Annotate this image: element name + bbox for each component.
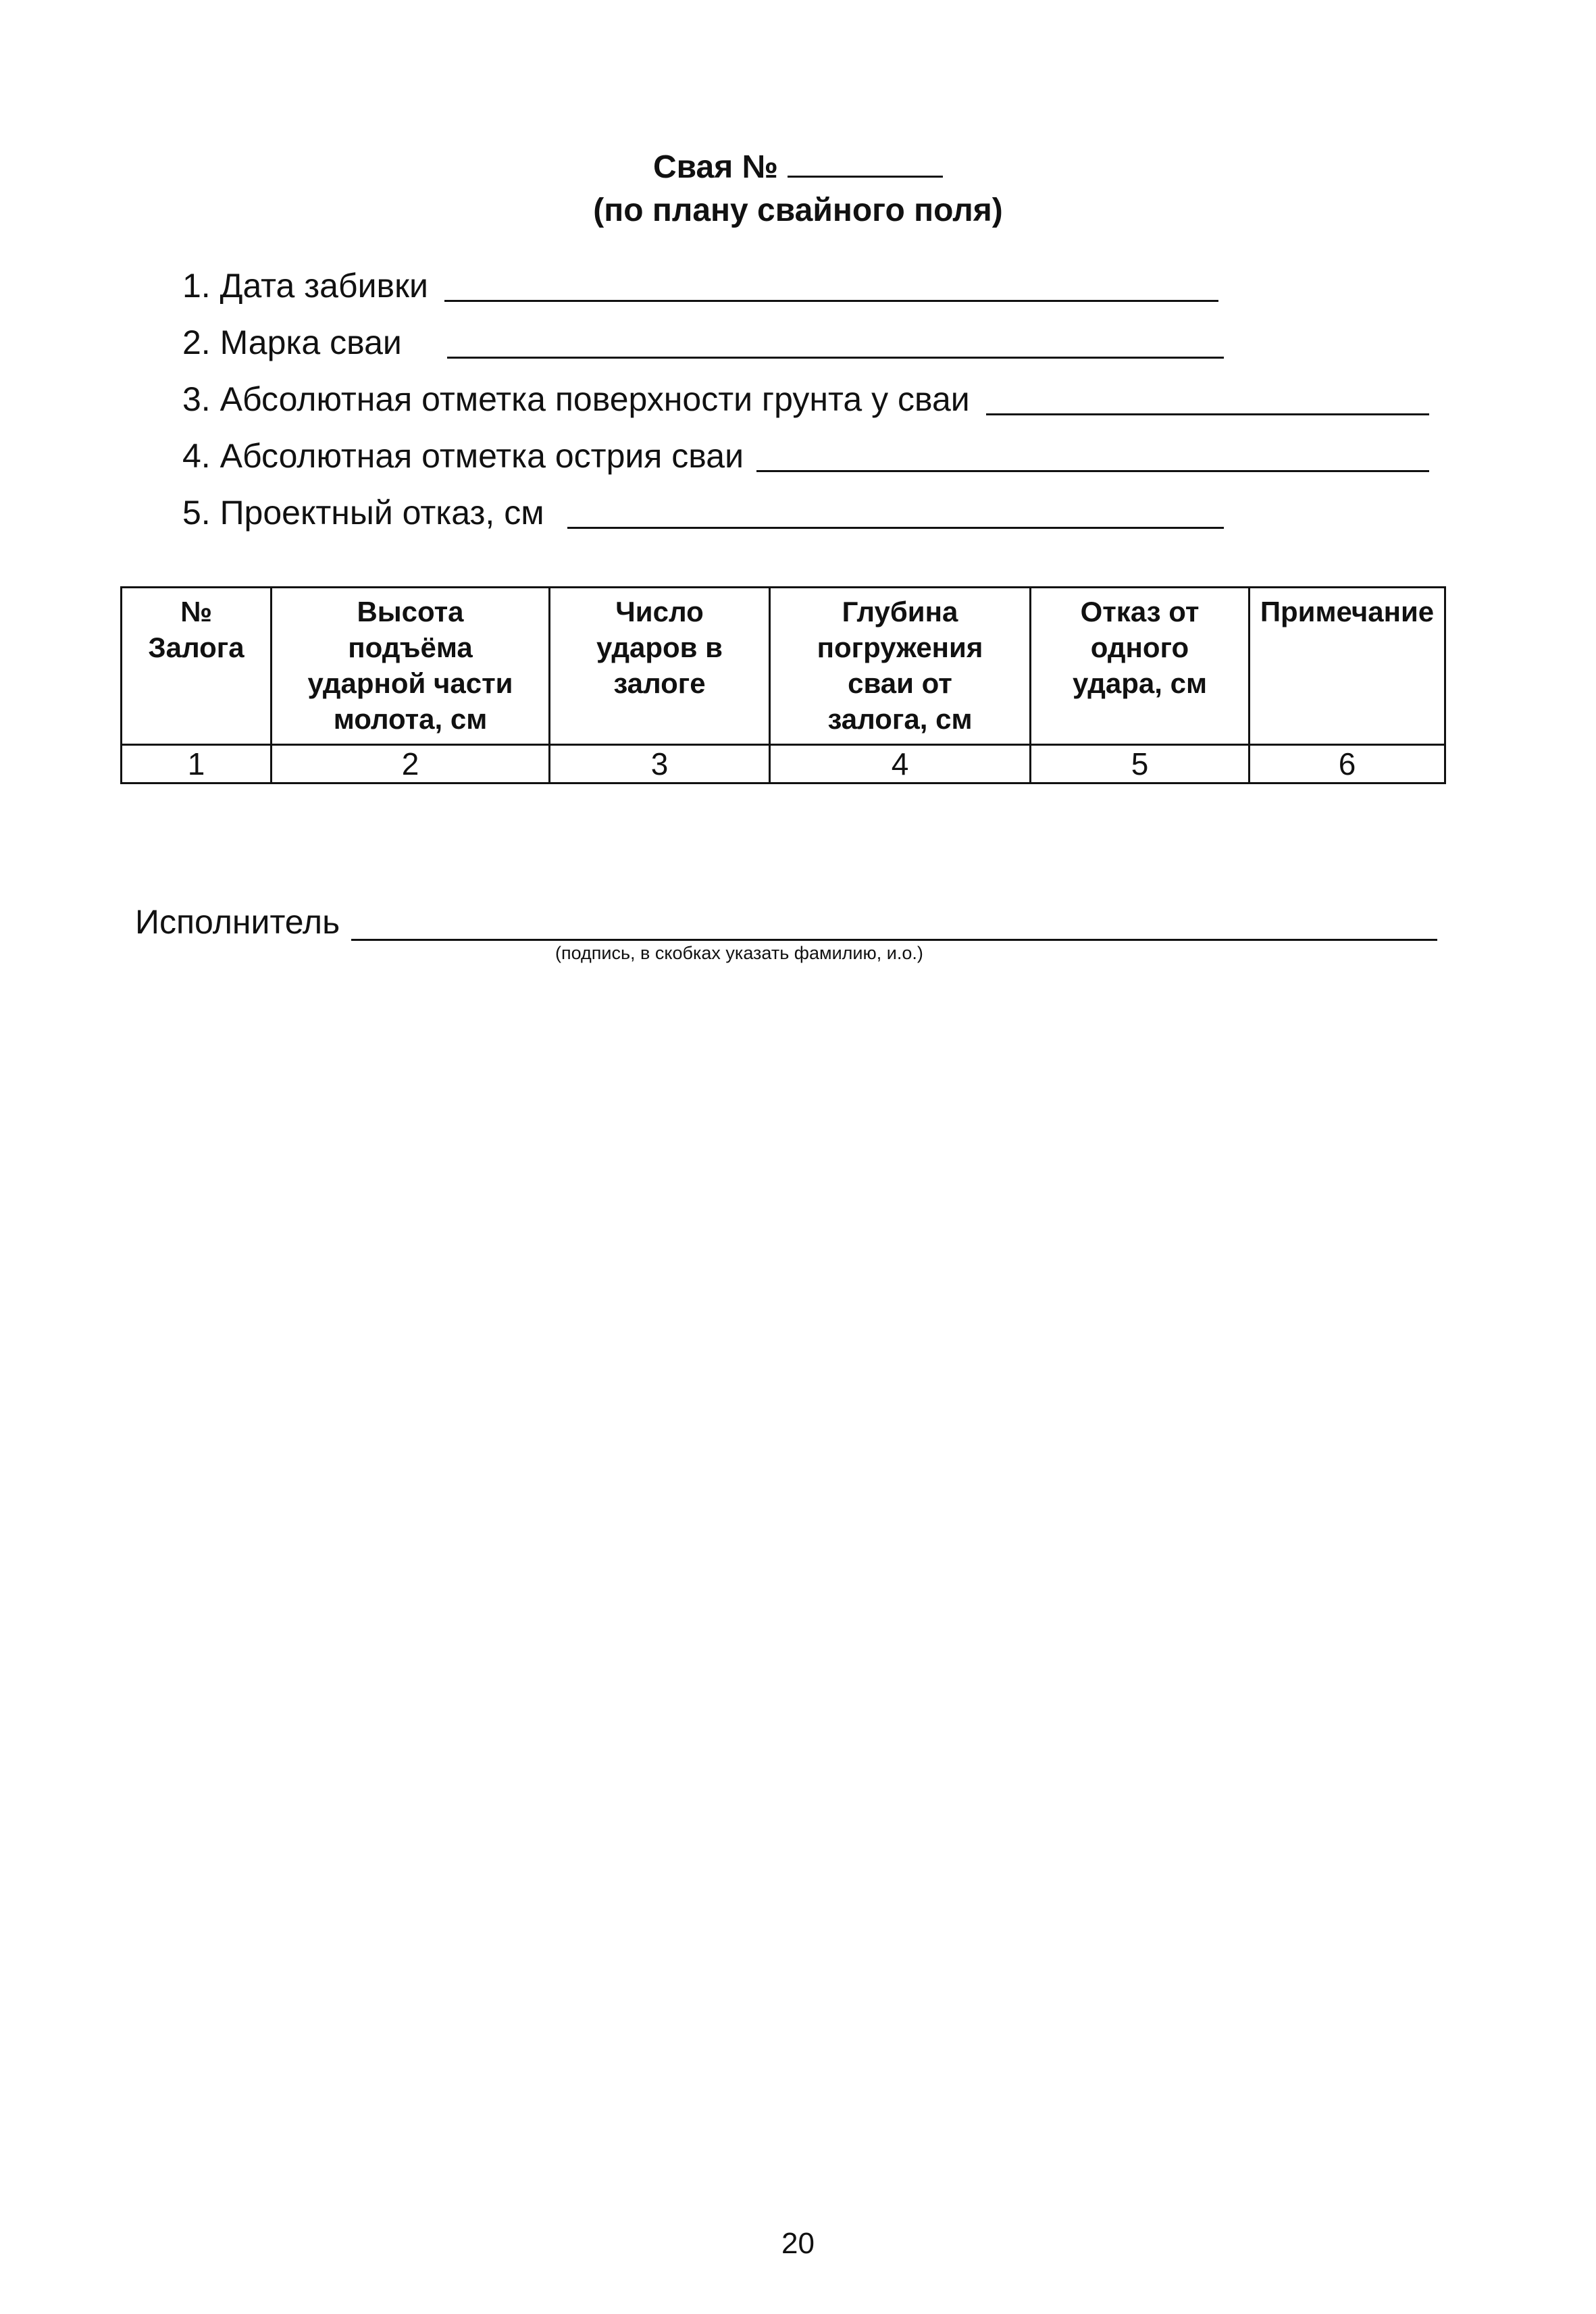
- driving-log-table: [120, 586, 1446, 784]
- field-tip-elevation-label: 4. Абсолютная отметка острия сваи: [182, 437, 744, 475]
- field-pile-grade-blank[interactable]: [447, 357, 1224, 359]
- field-pile-grade-label: 2. Марка сваи: [182, 324, 402, 361]
- column-header-note-text: Примечание: [1260, 596, 1435, 627]
- pile-number-title: [0, 150, 1596, 184]
- column-header-note: [1250, 588, 1445, 745]
- field-design-refusal-label: 5. Проектный отказ, см: [182, 494, 544, 532]
- column-header-blow-count: [550, 588, 770, 745]
- field-tip-elevation: [182, 439, 744, 473]
- field-driving-date-blank[interactable]: [444, 300, 1218, 302]
- executor-label: Исполнитель: [135, 903, 340, 941]
- field-ground-elevation-label: 3. Абсолютная отметка поверхности грунта у сваи: [182, 380, 970, 418]
- column-header-penetration-depth: [770, 588, 1031, 745]
- pile-number-label: Свая №: [652, 149, 779, 185]
- executor-signature-hint: (подпись, в скобках указать фамилию, и.о.): [555, 943, 923, 963]
- pile-field-subtitle: (по плану свайного поля): [593, 192, 1003, 228]
- pile-number-blank[interactable]: [788, 150, 943, 178]
- column-number-cell: 6: [1250, 745, 1445, 783]
- table-header-row: [122, 588, 1445, 745]
- column-number-cell: 5: [1031, 745, 1250, 783]
- field-design-refusal-blank[interactable]: [567, 527, 1224, 529]
- field-driving-date-label: 1. Дата забивки: [182, 267, 428, 305]
- column-header-set-per-blow: [1031, 588, 1250, 745]
- column-header-set-per-blow-text: Отказ от одного удара, см: [1072, 596, 1208, 699]
- field-tip-elevation-blank[interactable]: [756, 470, 1429, 472]
- field-driving-date: [182, 269, 428, 303]
- executor-signature-blank[interactable]: [351, 939, 1437, 941]
- column-header-blow-count-text: Число ударов в залоге: [596, 596, 723, 699]
- column-number-cell: 1: [122, 745, 272, 783]
- field-design-refusal: [182, 496, 544, 530]
- column-header-lift-height-text: Высота подъёма ударной части молота, см: [307, 596, 513, 735]
- column-number-cell: 3: [550, 745, 770, 783]
- column-number-cell: 2: [272, 745, 550, 783]
- table-row-column-numbers: [122, 745, 1445, 783]
- field-pile-grade: [182, 326, 402, 359]
- field-ground-elevation: [182, 382, 970, 416]
- column-header-lift-height: [272, 588, 550, 745]
- field-ground-elevation-blank[interactable]: [986, 413, 1429, 415]
- column-number-cell: 4: [770, 745, 1031, 783]
- column-header-series-number-text: № Залога: [148, 596, 244, 663]
- column-header-penetration-depth-text: Глубина погружения сваи от залога, см: [817, 596, 983, 735]
- column-header-series-number: [122, 588, 272, 745]
- page-number: 20: [781, 2227, 815, 2260]
